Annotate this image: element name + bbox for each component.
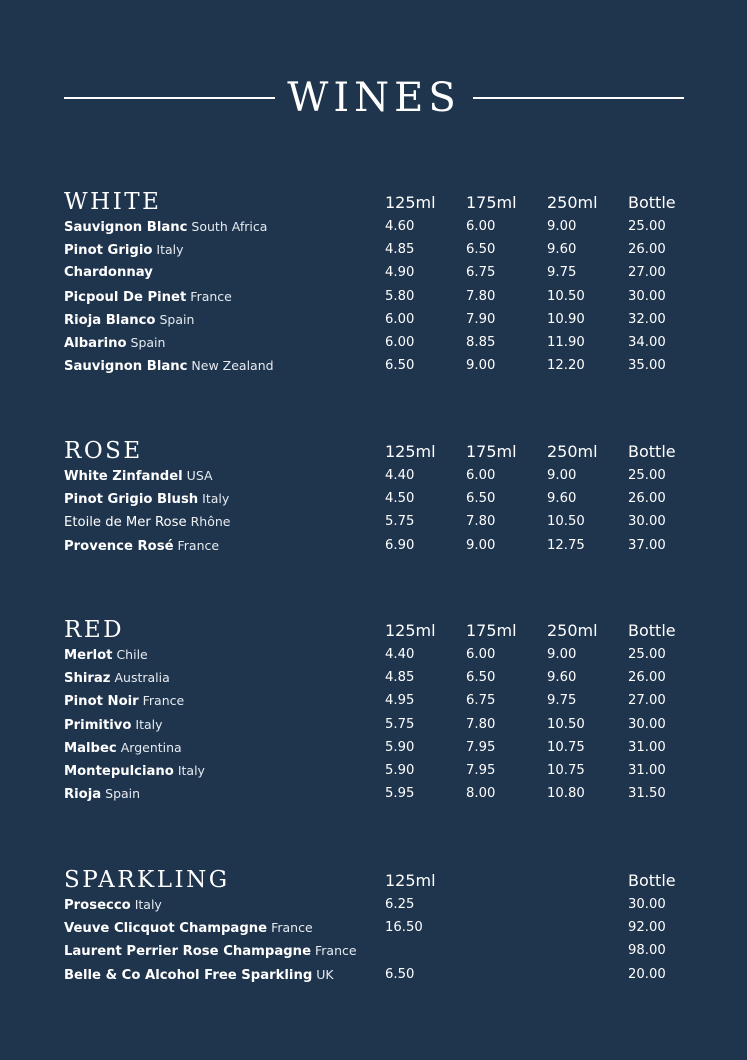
- wine-name-cell: [64, 355, 274, 378]
- wine-price: 12.20: [547, 358, 585, 374]
- wine-price: 6.50: [466, 670, 496, 686]
- wine-name: Pinot Noir: [64, 694, 139, 710]
- wine-name-cell: [64, 783, 140, 806]
- wine-row: [64, 465, 684, 488]
- column-header: 250ml: [547, 442, 598, 461]
- wine-price: 6.75: [466, 265, 496, 281]
- section-header: [64, 616, 684, 644]
- wine-row: [64, 690, 684, 713]
- wine-name: Shiraz: [64, 671, 111, 687]
- wine-price: 10.50: [547, 514, 585, 530]
- title-rule-left: [64, 97, 275, 99]
- wine-row: [64, 239, 684, 262]
- wine-row: [64, 286, 684, 309]
- column-header: Bottle: [628, 442, 676, 461]
- column-header: 175ml: [466, 442, 517, 461]
- wine-origin: Argentina: [116, 739, 182, 755]
- wine-name-cell: [64, 262, 153, 284]
- column-header: 125ml: [385, 871, 436, 890]
- wine-price: 6.50: [385, 966, 415, 982]
- wine-price: 16.50: [385, 920, 423, 936]
- wine-origin: France: [138, 693, 185, 709]
- wine-name: Montepulciano: [64, 763, 174, 779]
- wine-price: 31.00: [628, 762, 666, 778]
- title-rule-right: [473, 97, 684, 99]
- section-rose: [64, 437, 684, 558]
- wine-price: 5.80: [385, 288, 415, 304]
- section-title: SPARKLING: [64, 867, 230, 893]
- wine-name-cell: [64, 286, 232, 309]
- wine-origin: Italy: [198, 491, 230, 507]
- wine-price: 6.50: [385, 358, 415, 374]
- column-header: 125ml: [385, 621, 436, 640]
- wine-origin: France: [173, 537, 220, 553]
- wine-price: 9.75: [547, 693, 577, 709]
- section-title: RED: [64, 617, 125, 643]
- wine-price: 92.00: [628, 920, 666, 936]
- wine-price: 6.25: [385, 897, 415, 912]
- wine-row: [64, 309, 684, 332]
- wine-price: 10.80: [547, 786, 585, 802]
- wine-price: 27.00: [628, 265, 666, 281]
- section-title: ROSE: [64, 438, 143, 464]
- wine-price: 5.90: [385, 739, 415, 755]
- wine-price: 4.40: [385, 647, 415, 662]
- wine-origin: Australia: [110, 670, 170, 686]
- column-header: 250ml: [547, 193, 598, 212]
- wine-price: 7.80: [466, 288, 496, 304]
- wine-price: 34.00: [628, 334, 666, 350]
- wine-row: [64, 216, 684, 239]
- wine-price: 4.90: [385, 265, 415, 281]
- wine-price: 4.50: [385, 491, 415, 507]
- section-header: [64, 188, 684, 216]
- wine-origin: France: [267, 920, 313, 936]
- wine-price: 5.75: [385, 716, 415, 732]
- wine-price: 4.95: [385, 693, 415, 709]
- column-header: 250ml: [547, 621, 598, 640]
- column-header: 125ml: [385, 193, 436, 212]
- wine-name: Rioja: [64, 787, 102, 803]
- wine-price: 11.90: [547, 334, 585, 350]
- wine-name: Rioja Blanco: [64, 312, 156, 328]
- wine-name: Picpoul De Pinet: [64, 289, 187, 305]
- wine-price: 25.00: [628, 647, 666, 662]
- wine-price: 20.00: [628, 966, 666, 982]
- column-header: 175ml: [466, 621, 517, 640]
- wine-name: Laurent Perrier Rose Champagne: [64, 944, 312, 960]
- menu-title-row: [64, 74, 684, 122]
- wine-price: 30.00: [628, 288, 666, 304]
- wine-name: Belle & Co Alcohol Free Sparkling: [64, 967, 313, 983]
- column-header: Bottle: [628, 621, 676, 640]
- wine-name-cell: [64, 690, 184, 713]
- wine-price: 10.75: [547, 762, 585, 778]
- wine-price: 30.00: [628, 897, 666, 912]
- wine-price: 6.00: [385, 311, 415, 327]
- wine-name-cell: [64, 535, 219, 558]
- wine-price: 31.00: [628, 739, 666, 755]
- wine-price: 10.75: [547, 739, 585, 755]
- wine-origin: France: [186, 288, 232, 304]
- wine-price: 5.95: [385, 786, 415, 802]
- wine-price: 10.50: [547, 288, 585, 304]
- wine-row: [64, 355, 684, 378]
- column-header: Bottle: [628, 871, 676, 890]
- wine-price: 10.50: [547, 716, 585, 732]
- wine-name-cell: [64, 644, 148, 667]
- wine-row: [64, 488, 684, 511]
- wine-row: [64, 917, 684, 940]
- wine-price: 9.60: [547, 242, 577, 258]
- page-title: WINES: [287, 75, 461, 121]
- wine-row: [64, 964, 684, 987]
- wine-row: [64, 783, 684, 806]
- wine-price: 5.90: [385, 762, 415, 778]
- wine-price: 27.00: [628, 693, 666, 709]
- wine-price: 37.00: [628, 537, 666, 553]
- wine-price: 6.00: [466, 468, 496, 483]
- wine-name-cell: [64, 511, 230, 534]
- wine-row: [64, 511, 684, 534]
- wine-name: Sauvignon Blanc: [64, 220, 188, 235]
- wine-row: [64, 760, 684, 783]
- wine-name-cell: [64, 465, 213, 488]
- wine-price: 7.95: [466, 762, 496, 778]
- wine-price: 6.00: [385, 334, 415, 350]
- wine-row: [64, 262, 684, 285]
- wine-row: [64, 644, 684, 667]
- column-header: 175ml: [466, 193, 517, 212]
- wine-name-cell: [64, 917, 313, 940]
- wine-origin: Italy: [131, 716, 163, 732]
- wine-origin: Spain: [126, 334, 166, 350]
- wine-origin: Spain: [101, 786, 141, 802]
- column-header: Bottle: [628, 193, 676, 212]
- wine-price: 5.75: [385, 514, 415, 530]
- wine-origin: Chile: [112, 647, 148, 662]
- wine-price: 26.00: [628, 491, 666, 507]
- wine-origin: Italy: [152, 242, 184, 258]
- wine-name: Prosecco: [64, 898, 131, 913]
- wine-price: 30.00: [628, 514, 666, 530]
- wine-price: 32.00: [628, 311, 666, 327]
- wine-price: 30.00: [628, 716, 666, 732]
- section-header: [64, 866, 684, 894]
- section-header: [64, 437, 684, 465]
- wine-name: Malbec: [64, 740, 117, 756]
- wine-price: 6.50: [466, 242, 496, 258]
- wine-price: 25.00: [628, 219, 666, 234]
- wine-price: 7.95: [466, 739, 496, 755]
- wine-row: [64, 332, 684, 355]
- wine-price: 8.00: [466, 786, 496, 802]
- wine-price: 4.40: [385, 468, 415, 483]
- wine-origin: France: [311, 943, 357, 959]
- wine-name-cell: [64, 216, 267, 239]
- wine-price: 26.00: [628, 670, 666, 686]
- wine-row: [64, 894, 684, 917]
- wine-price: 9.60: [547, 670, 577, 686]
- wine-origin: Italy: [130, 897, 162, 912]
- wine-name-cell: [64, 737, 182, 760]
- wine-origin: Rhône: [186, 514, 231, 530]
- section-sparkling: [64, 866, 684, 987]
- wine-price: 6.00: [466, 219, 496, 234]
- wine-price: 9.00: [547, 219, 577, 234]
- wine-name-cell: [64, 760, 205, 783]
- wine-name: Primitivo: [64, 717, 132, 733]
- wine-name-cell: [64, 940, 357, 963]
- wine-name: Chardonnay: [64, 265, 153, 281]
- section-white: [64, 188, 684, 378]
- wine-name-cell: [64, 309, 194, 332]
- wine-price: 4.85: [385, 670, 415, 686]
- wine-price: 25.00: [628, 468, 666, 483]
- wine-origin: Spain: [155, 311, 195, 327]
- wine-price: 6.00: [466, 647, 496, 662]
- wine-price: 98.00: [628, 943, 666, 959]
- wine-price: 6.50: [466, 491, 496, 507]
- wine-name: Pinot Grigio Blush: [64, 492, 199, 508]
- wine-row: [64, 737, 684, 760]
- wine-price: 9.60: [547, 491, 577, 507]
- wine-row: [64, 714, 684, 737]
- wine-origin: South Africa: [187, 219, 268, 234]
- wine-name-cell: [64, 714, 163, 737]
- section-title: WHITE: [64, 189, 162, 215]
- wine-price: 9.00: [547, 647, 577, 662]
- wine-price: 7.80: [466, 716, 496, 732]
- wine-origin: Italy: [173, 762, 205, 778]
- wine-name: Pinot Grigio: [64, 243, 153, 259]
- wine-price: 26.00: [628, 242, 666, 258]
- wine-name: Albarino: [64, 335, 127, 351]
- wine-price: 6.90: [385, 537, 415, 553]
- wine-price: 8.85: [466, 334, 496, 350]
- wine-name-cell: [64, 894, 162, 917]
- wine-origin: New Zealand: [187, 358, 274, 374]
- wine-name-cell: [64, 239, 184, 262]
- wine-name: Etoile de Mer Rose: [64, 515, 187, 531]
- wine-name: Provence Rosé: [64, 538, 174, 554]
- wine-origin: UK: [312, 966, 334, 982]
- wine-row: [64, 535, 684, 558]
- wine-name-cell: [64, 332, 165, 355]
- wine-price: 7.90: [466, 311, 496, 327]
- wine-price: 9.75: [547, 265, 577, 281]
- wine-price: 4.60: [385, 219, 415, 234]
- wine-name-cell: [64, 964, 334, 987]
- wine-name: White Zinfandel: [64, 469, 183, 484]
- wine-name-cell: [64, 667, 170, 690]
- wine-name-cell: [64, 488, 229, 511]
- wine-price: 4.85: [385, 242, 415, 258]
- section-red: [64, 616, 684, 806]
- wine-price: 6.75: [466, 693, 496, 709]
- wine-price: 12.75: [547, 537, 585, 553]
- wine-price: 9.00: [466, 358, 496, 374]
- wine-price: 9.00: [466, 537, 496, 553]
- wine-row: [64, 940, 684, 963]
- wine-row: [64, 667, 684, 690]
- wine-name: Sauvignon Blanc: [64, 359, 188, 375]
- wine-price: 35.00: [628, 358, 666, 374]
- column-header: 125ml: [385, 442, 436, 461]
- wine-price: 7.80: [466, 514, 496, 530]
- wine-name: Merlot: [64, 648, 113, 663]
- wine-price: 9.00: [547, 468, 577, 483]
- wine-price: 31.50: [628, 786, 666, 802]
- wine-origin: USA: [182, 468, 213, 483]
- wine-price: 10.90: [547, 311, 585, 327]
- wine-name: Veuve Clicquot Champagne: [64, 921, 268, 937]
